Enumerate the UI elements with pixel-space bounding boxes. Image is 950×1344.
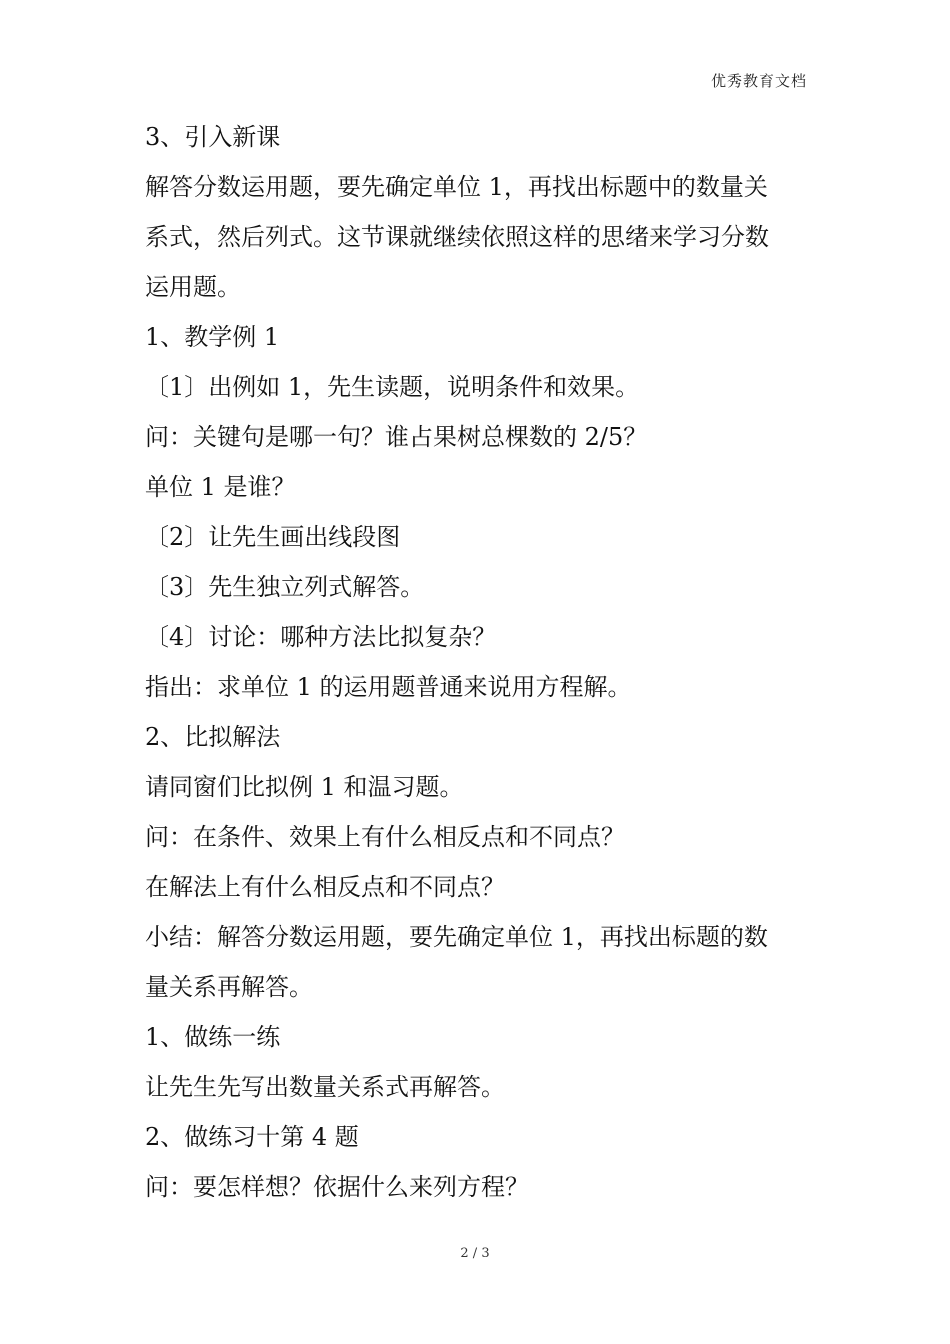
body-line: 2、比拟解法 — [145, 723, 281, 751]
body-line: 1、做练一练 — [145, 1023, 281, 1051]
body-line: 系式，然后列式。这节课就继续依照这样的思绪来学习分数 — [145, 223, 769, 251]
body-line: 〔1〕出例如 1，先生读题，说明条件和效果。 — [145, 373, 640, 401]
body-line: 让先生先写出数量关系式再解答。 — [145, 1073, 505, 1101]
body-line: 〔2〕让先生画出线段图 — [145, 523, 401, 551]
page-number: 2 / 3 — [460, 1246, 490, 1261]
body-line: 问：在条件、效果上有什么相反点和不同点？ — [145, 823, 625, 851]
body-line: 量关系再解答。 — [145, 973, 313, 1001]
body-line: 〔4〕讨论：哪种方法比拟复杂？ — [145, 623, 497, 651]
body-line: 2、做练习十第 4 题 — [145, 1123, 359, 1151]
body-line: 问：关键句是哪一句？谁占果树总棵数的 2/5？ — [145, 423, 648, 451]
body-line: 3、引入新课 — [145, 123, 281, 151]
body-line: 运用题。 — [145, 273, 241, 301]
body-line: 单位 1 是谁？ — [145, 473, 296, 501]
body-line: 问：要怎样想？依据什么来列方程？ — [145, 1173, 529, 1201]
body-line: 指出：求单位 1 的运用题普通来说用方程解。 — [145, 673, 632, 701]
body-line: 〔3〕先生独立列式解答。 — [145, 573, 425, 601]
body-line: 1、教学例 1 — [145, 323, 280, 351]
body-line: 在解法上有什么相反点和不同点？ — [145, 873, 505, 901]
body-line: 请同窗们比拟例 1 和温习题。 — [145, 773, 464, 801]
body-line: 小结：解答分数运用题，要先确定单位 1，再找出标题的数 — [145, 923, 768, 951]
document-body — [145, 112, 810, 1212]
document-header-label: 优秀教育文档 — [710, 72, 807, 90]
body-line: 解答分数运用题，要先确定单位 1，再找出标题中的数量关 — [145, 173, 768, 201]
